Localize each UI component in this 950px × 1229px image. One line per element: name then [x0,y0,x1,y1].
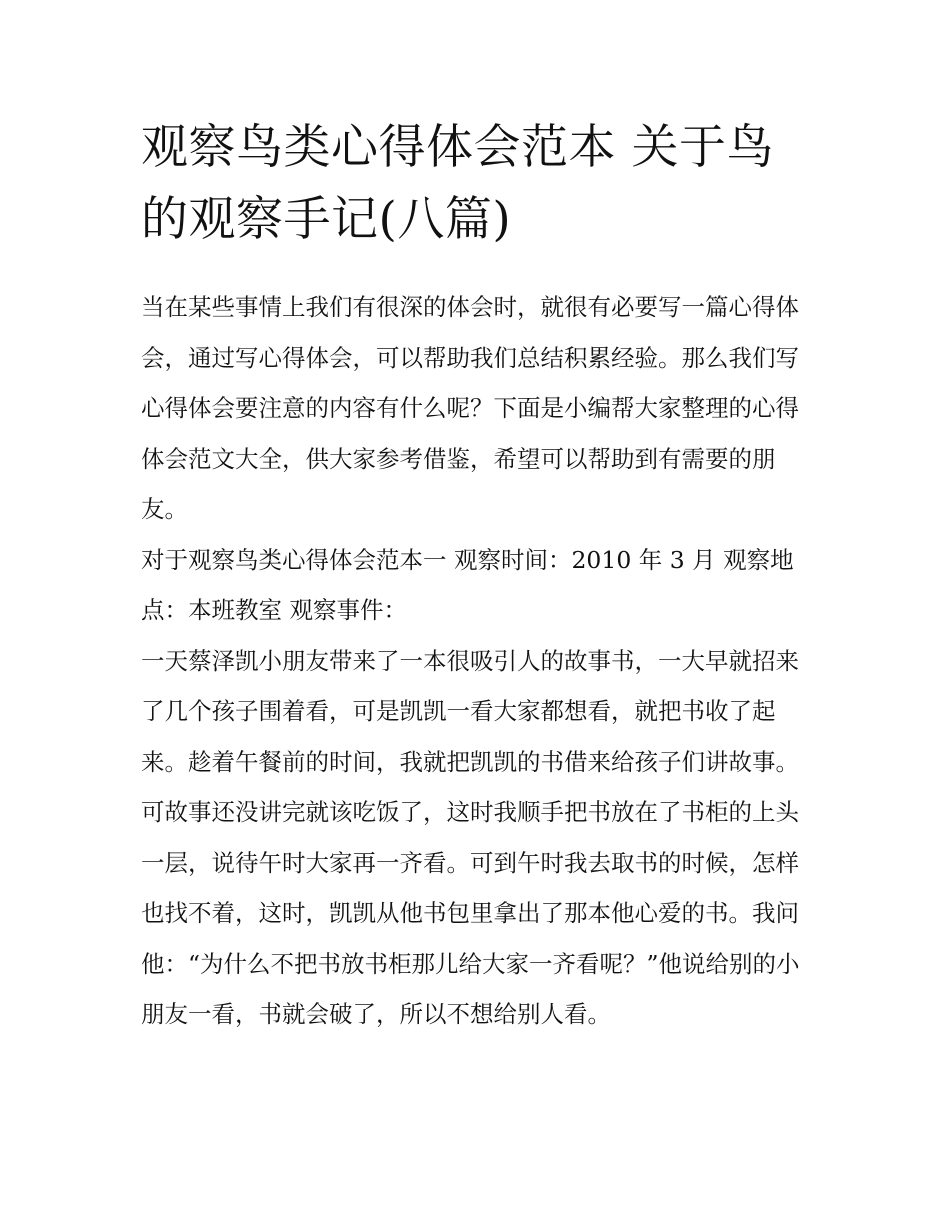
observation-info-paragraph: 对于观察鸟类心得体会范本一 观察时间：2010 年 3 月 观察地点：本班教室 观察事件： [141,545,794,624]
document-title: 观察鸟类心得体会范本 关于鸟的观察手记(八篇) [141,120,774,247]
observation-story-paragraph: 一天蔡泽凯小朋友带来了一本很吸引人的故事书，一大早就招来了几个孩子围着看，可是凯凯一看大家都想看，就把书收了起来。趁着午餐前的时间，我就把凯凯的书借来给孩子们讲故事。可故事还没讲完就该吃饭了，这时我顺手把书放在了书柜的上头一层，说待午时大家再一齐看。可到午时我去取书的时候，怎样也找不着，这时，凯凯从他书包里拿出了那本他心爱的书。我问他：“为什么不把书放书柜那儿给大家一齐看呢？”他说给别的小朋友一看，书就会破了，所以不想给别人看。 [141,646,800,1028]
document-body [141,112,809,1040]
intro-paragraph: 当在某些事情上我们有很深的体会时，就很有必要写一篇心得体会，通过写心得体会，可以帮助我们总结积累经验。那么我们写心得体会要注意的内容有什么呢？下面是小编帮大家整理的心得体会范文大全，供大家参考借鉴，希望可以帮助到有需要的朋友。 [141,293,799,523]
